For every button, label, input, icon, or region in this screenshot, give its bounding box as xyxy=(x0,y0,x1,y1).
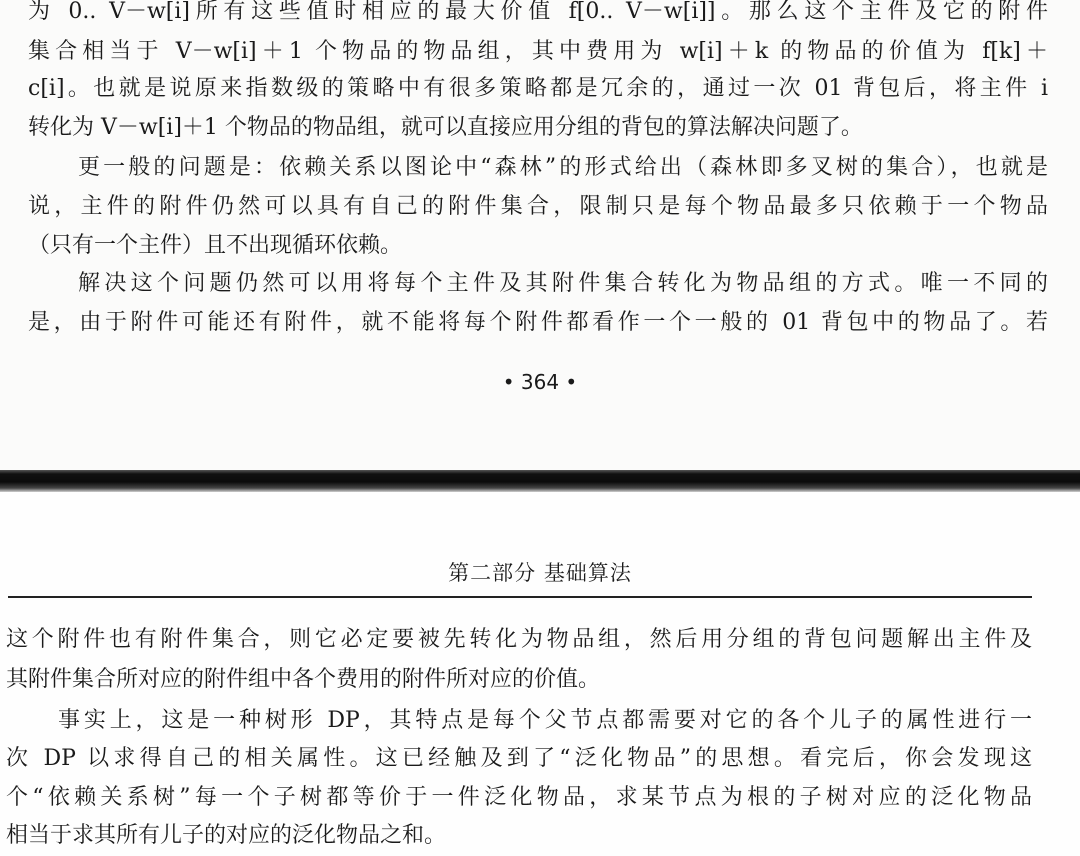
top-line-2: 集合相当于 V－w[i]＋1 个物品的物品组，其中费用为 w[i]＋k 的物品的价值为 f[k]＋ xyxy=(28,39,1048,64)
top-line-1: 为 0.. V－w[i]所有这些值时相应的最大价值 f[0.. V－w[i]]。那么这个主件及它的附件 xyxy=(28,0,1048,24)
bottom-line-5: 个“依赖关系树”每一个子树都等价于一件泛化物品，求某节点为根的子树对应的泛化物品 xyxy=(6,785,1032,810)
bottom-line-2: 其附件集合所对应的附件组中各个费用的附件所对应的价值。 xyxy=(6,667,601,692)
top-line-3: c[i]。也就是说原来指数级的策略中有很多策略都是冗余的，通过一次 01 背包后，将主件 i xyxy=(28,76,1048,101)
top-line-9: 是，由于附件可能还有附件，就不能将每个附件都看作一个一般的 01 背包中的物品了。若 xyxy=(28,310,1048,335)
top-line-8: 解决这个问题仍然可以用将每个主件及其附件集合转化为物品组的方式。唯一不同的 xyxy=(78,271,1048,296)
top-line-5: 更一般的问题是：依赖关系以图论中“森林”的形式给出（森林即多叉树的集合），也就是 xyxy=(78,155,1048,180)
top-line-4: 转化为 V－w[i]＋1 个物品的物品组，就可以直接应用分组的背包的算法解决问题了。 xyxy=(28,115,863,140)
top-line-6: 说，主件的附件仍然可以具有自己的附件集合，限制只是每个物品最多只依赖于一个物品 xyxy=(28,194,1048,219)
running-head: 第二部分 基础算法 xyxy=(448,561,632,585)
page-number: • 364 • xyxy=(502,370,578,394)
book-spine-divider xyxy=(0,470,1080,492)
bottom-line-1: 这个附件也有附件集合，则它必定要被先转化为物品组，然后用分组的背包问题解出主件及 xyxy=(6,627,1032,652)
bottom-line-4: 次 DP 以求得自己的相关属性。这已经触及到了“泛化物品”的思想。看完后，你会发现这 xyxy=(6,746,1032,771)
header-rule xyxy=(8,596,1032,598)
top-line-7: （只有一个主件）且不出现循环依赖。 xyxy=(28,233,403,258)
bottom-line-3: 事实上，这是一种树形 DP，其特点是每个父节点都需要对它的各个儿子的属性进行一 xyxy=(58,708,1032,733)
bottom-line-6: 相当于求其所有儿子的对应的泛化物品之和。 xyxy=(6,823,447,848)
